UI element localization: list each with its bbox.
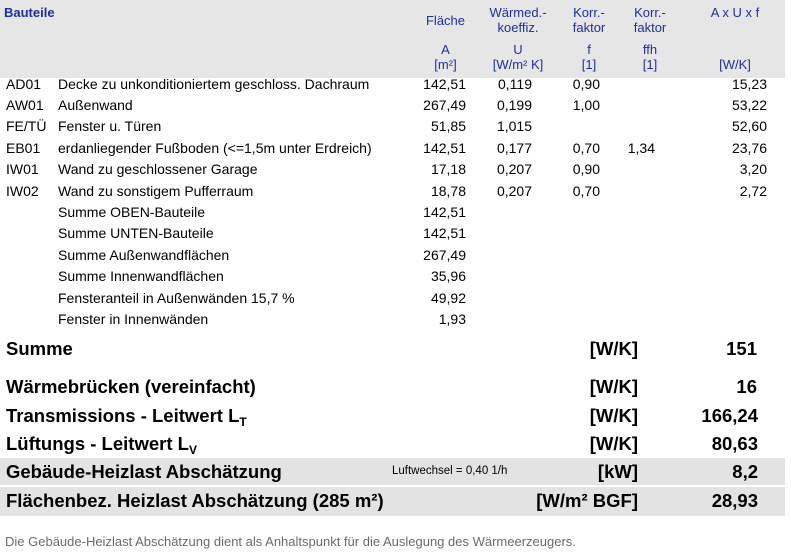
table-row: [0, 202, 785, 223]
row-description: erdanliegender Fußboden (<=1,5m unter Erdreich): [58, 140, 372, 156]
row-axuxf: 15,23: [731, 76, 767, 92]
row-area: 51,85: [430, 118, 466, 134]
row-axuxf: 52,60: [731, 118, 767, 134]
table-title: Bauteile: [4, 5, 55, 20]
col-area-header: Fläche: [425, 13, 466, 28]
table-row: [0, 116, 785, 137]
row-code: AD01: [6, 76, 42, 92]
row-axuxf: 3,20: [739, 161, 767, 177]
col-u-header: Wärmed.- koeffiz.: [489, 5, 547, 35]
col-f-header: Korr.- faktor: [572, 5, 606, 35]
row-code: FE/TÜ: [6, 118, 47, 134]
row-description: Fensteranteil in Außenwänden 15,7 %: [58, 290, 295, 306]
row-area: 17,18: [430, 161, 466, 177]
row-description: Summe UNTEN-Bauteile: [58, 225, 214, 241]
table-row: [0, 181, 785, 202]
row-description: Wand zu sonstigem Pufferraum: [58, 183, 254, 199]
row-f-factor: 0,70: [572, 183, 600, 199]
row-description: Wand zu geschlossener Garage: [58, 161, 258, 177]
row-code: IW02: [6, 183, 39, 199]
table-row: [0, 223, 785, 244]
col-area-unit: A [m²]: [434, 42, 457, 72]
row-u-value: 0,119: [498, 76, 532, 92]
row-area: 49,92: [430, 290, 466, 306]
table-row: [0, 95, 785, 116]
row-f-factor: 0,70: [572, 140, 600, 156]
summary-flaechen: Flächenbez. Heizlast Abschätzung (285 m²) [W/m² BGF] 28,93: [0, 487, 785, 516]
row-axuxf: 53,22: [731, 97, 767, 113]
table-row: [0, 288, 785, 309]
row-f-factor: 0,90: [572, 76, 600, 92]
row-area: 18,78: [430, 183, 466, 199]
table-row: [0, 74, 785, 95]
row-f-factor: 0,90: [572, 161, 600, 177]
table-row: [0, 138, 785, 159]
row-description: Fenster u. Türen: [58, 118, 162, 134]
col-ffh-unit: ffh [1]: [642, 42, 658, 72]
row-description: Decke zu unkonditioniertem geschloss. Dachraum: [58, 76, 370, 92]
row-f-factor: 1,00: [572, 97, 600, 113]
row-description: Summe Außenwandflächen: [58, 247, 230, 263]
summary-heizlast: Gebäude-Heizlast Abschätzung Luftwechsel = 0,40 1/h [kW] 8,2: [0, 458, 785, 485]
row-axuxf: 23,76: [731, 140, 767, 156]
summary-lueftung: Lüftungs - Leitwert $L_V$ [W/K] 80,63: [6, 433, 758, 457]
col-u-unit: U [W/m² K]: [492, 42, 544, 72]
row-axuxf: 2,72: [739, 183, 767, 199]
table-row: [0, 309, 785, 330]
col-f-unit: f [1]: [581, 42, 597, 72]
row-area: 35,96: [430, 268, 466, 284]
row-area: 142,51: [423, 76, 466, 92]
row-area: 142,51: [423, 204, 466, 220]
footnote: Die Gebäude-Heizlast Abschätzung dient als Anhaltspunkt für die Auslegung des Wärmeerzeugers.: [5, 534, 576, 549]
row-u-value: 0,207: [496, 161, 532, 177]
row-description: Fenster in Innenwänden: [58, 311, 209, 327]
summary-waermebruecken: Wärmebrücken (vereinfacht) [W/K] 16: [6, 376, 757, 397]
row-code: IW01: [6, 161, 39, 177]
table-row: [0, 266, 785, 287]
row-description: Summe OBEN-Bauteile: [58, 204, 206, 220]
row-area: 142,51: [423, 140, 466, 156]
row-area: 142,51: [423, 225, 466, 241]
row-ffh-factor: 1,34: [627, 140, 655, 156]
row-code: EB01: [6, 140, 41, 156]
row-u-value: 0,177: [496, 140, 532, 156]
table-row: [0, 159, 785, 180]
air-change-note: Luftwechsel = 0,40 1/h: [392, 465, 508, 477]
row-area: 267,49: [423, 247, 466, 263]
col-ffh-header: Korr.- faktor: [633, 5, 667, 35]
summary-transmission: Transmissions - Leitwert $L_T$ [W/K] 166,24: [6, 405, 758, 429]
row-area: 267,49: [423, 97, 466, 113]
row-code: AW01: [6, 97, 44, 113]
row-description: Außenwand: [58, 97, 133, 113]
row-description: Summe Innenwandflächen: [58, 268, 224, 284]
col-axuxf-header: A x U x f: [710, 5, 760, 20]
row-u-value: 0,199: [496, 97, 532, 113]
col-axuxf-unit: [W/K]: [719, 57, 751, 72]
summary-summe: Summe [W/K] 151: [6, 338, 757, 359]
table-row: [0, 245, 785, 266]
row-u-value: 0,207: [496, 183, 532, 199]
row-u-value: 1,015: [496, 118, 532, 134]
row-area: 1,93: [438, 311, 466, 327]
